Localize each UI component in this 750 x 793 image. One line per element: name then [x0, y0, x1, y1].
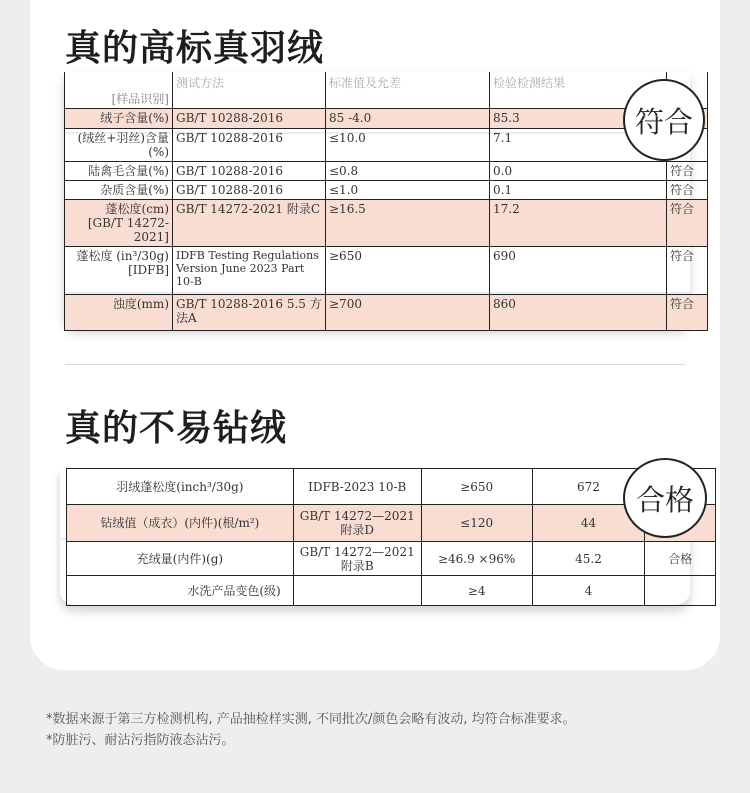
row-item: (绒丝+羽丝)含量(%) [65, 129, 173, 162]
row-result: 85.3 [490, 109, 667, 129]
row-method: IDFB-2023 10-B [293, 469, 421, 505]
row-method: IDFB Testing Regulations Version June 2023 Part 10-B [173, 247, 326, 295]
footnote-data-source: *数据来源于第三方检测机构, 产品抽检样实测, 不同批次/颜色会略有波动, 均符合标准要求。 [46, 712, 576, 727]
row-result: 45.2 [532, 542, 645, 576]
section2-title: 真的不易钻绒 [65, 408, 288, 449]
row-verdict [645, 576, 716, 606]
row-method: GB/T 14272—2021 附录D [293, 505, 421, 542]
header-result: 检验检测结果 [490, 72, 667, 109]
row-item: 蓬松度(cm) [GB/T 14272-2021] [65, 200, 173, 247]
row-result: 690 [490, 247, 667, 295]
table-row [67, 576, 716, 606]
row-method: GB/T 10288-2016 [173, 181, 326, 200]
row-method: GB/T 10288-2016 5.5 方法A [173, 295, 326, 331]
table-row [67, 542, 716, 576]
row-method: GB/T 10288-2016 [173, 129, 326, 162]
table-row [65, 109, 708, 129]
row-item: 绒子含量(%) [65, 109, 173, 129]
table-row [65, 162, 708, 181]
table-row [65, 129, 708, 162]
row-item: 水洗产品变色(级) [67, 576, 294, 606]
row-method [293, 576, 421, 606]
row-item: 浊度(mm) [65, 295, 173, 331]
row-standard: ≤120 [421, 505, 532, 542]
row-verdict: 符合 [667, 200, 708, 247]
table-row [65, 181, 708, 200]
row-item: 杂质含量(%) [65, 181, 173, 200]
header-standard: 标准值及允差 [326, 72, 490, 109]
row-standard: ≥16.5 [326, 200, 490, 247]
row-result: 0.0 [490, 162, 667, 181]
row-result: 0.1 [490, 181, 667, 200]
row-item: 蓬松度 (in³/30g) [IDFB] [65, 247, 173, 295]
row-verdict: 符合 [667, 181, 708, 200]
row-standard: 85 -4.0 [326, 109, 490, 129]
table-row [67, 469, 716, 505]
row-standard: ≤1.0 [326, 181, 490, 200]
test-report-table-2 [60, 468, 693, 605]
row-standard: ≥650 [421, 469, 532, 505]
row-verdict: 符合 [667, 162, 708, 181]
row-method: GB/T 10288-2016 [173, 162, 326, 181]
row-method: GB/T 10288-2016 [173, 109, 326, 129]
conform-stamp: 符合 [623, 79, 705, 161]
row-method: GB/T 14272—2021 附录B [293, 542, 421, 576]
header-sample-id: [样品识别] [65, 72, 173, 109]
row-standard: ≥4 [421, 576, 532, 606]
table-header-row [65, 72, 708, 109]
row-verdict: 符合 [667, 295, 708, 331]
report-table-2 [66, 468, 716, 606]
row-standard: ≥700 [326, 295, 490, 331]
table-row [65, 295, 708, 331]
row-result: 4 [532, 576, 645, 606]
qualified-stamp: 合格 [623, 458, 707, 538]
row-result: 7.1 [490, 129, 667, 162]
row-verdict: 符合 [667, 247, 708, 295]
row-result: 672 [532, 469, 645, 505]
row-result: 17.2 [490, 200, 667, 247]
row-method: GB/T 14272-2021 附录C [173, 200, 326, 247]
report-table-1 [64, 72, 708, 331]
table-row [65, 200, 708, 247]
header-method: 测试方法 [173, 72, 326, 109]
footnote-stain-resistance: *防脏污、耐沾污指防液态沾污。 [46, 733, 235, 748]
row-standard: ≤10.0 [326, 129, 490, 162]
row-standard: ≥46.9 ×96% [421, 542, 532, 576]
test-report-table-1 [64, 72, 695, 327]
row-item: 陆禽毛含量(%) [65, 162, 173, 181]
row-standard: ≥650 [326, 247, 490, 295]
table-row [65, 247, 708, 295]
row-standard: ≤0.8 [326, 162, 490, 181]
row-result: 860 [490, 295, 667, 331]
row-verdict: 合格 [645, 542, 716, 576]
row-item: 羽绒蓬松度(inch³/30g) [67, 469, 294, 505]
section-divider [65, 364, 685, 365]
row-item: 钻绒值（成衣）(内件)(根/m²) [67, 505, 294, 542]
section1-title: 真的高标真羽绒 [65, 28, 325, 69]
row-result: 44 [532, 505, 645, 542]
row-item: 充绒量(内件)(g) [67, 542, 294, 576]
table-row [67, 505, 716, 542]
